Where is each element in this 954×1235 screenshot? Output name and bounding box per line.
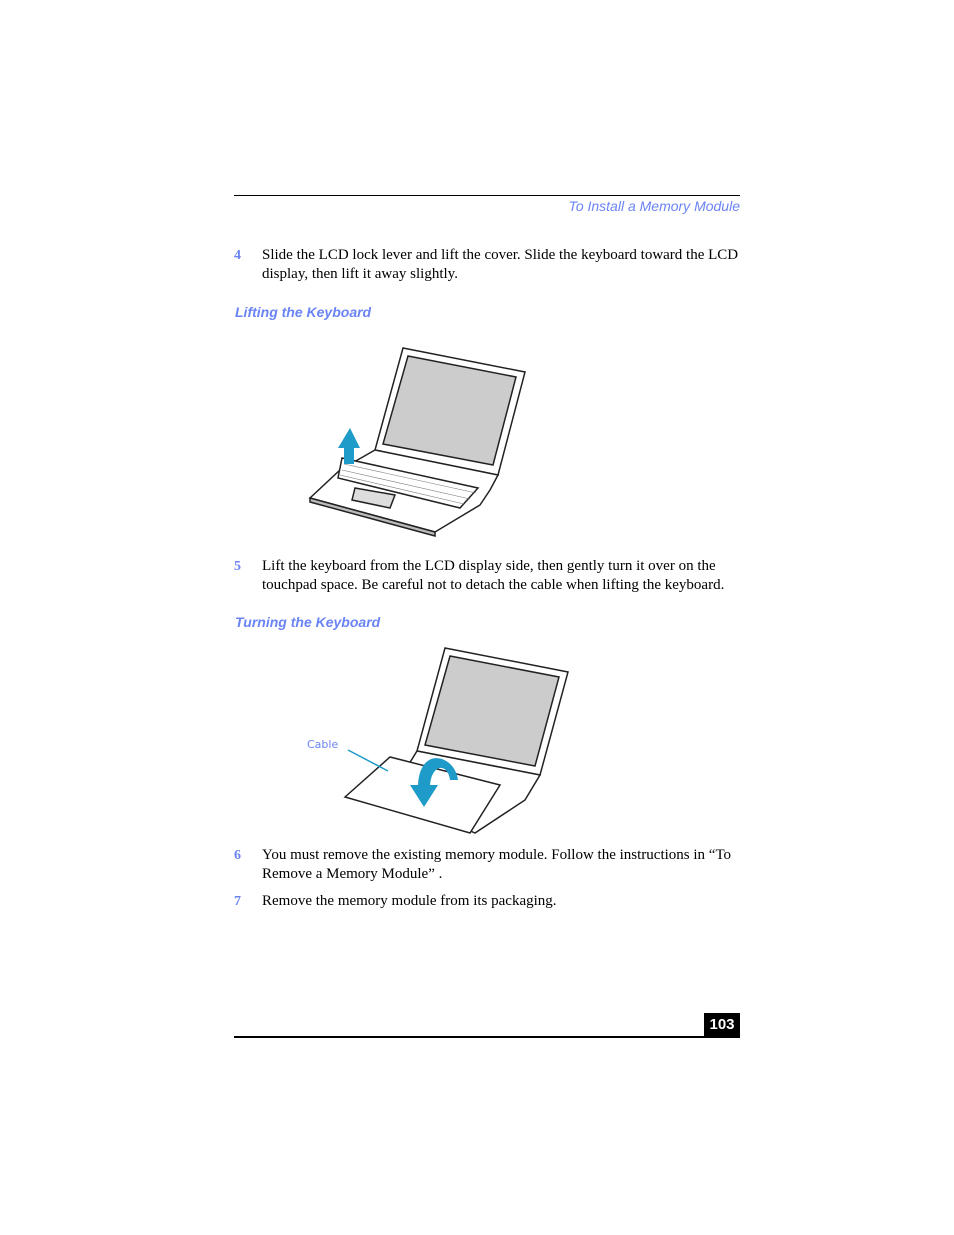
- step-number: 5: [234, 559, 241, 574]
- step-6: [234, 846, 744, 884]
- step-5: [234, 557, 744, 595]
- step-number: 4: [234, 248, 241, 263]
- footer-rule: [234, 1036, 740, 1038]
- cable-callout-line: [348, 750, 388, 771]
- step-7: [234, 892, 744, 911]
- cable-callout-label: Cable: [307, 738, 339, 751]
- step-number: 7: [234, 894, 241, 909]
- figure-caption-lifting: Lifting the Keyboard: [235, 304, 372, 320]
- step-text: Lift the keyboard from the LCD display side, then gently turn it over on the touchpad space. Be careful not to detach the cable when lifting the keyboard.: [262, 558, 725, 593]
- figure-caption-turning: Turning the Keyboard: [235, 614, 381, 630]
- step-number: 6: [234, 848, 241, 863]
- step-text: You must remove the existing memory module. Follow the instructions in “To Remove a Memory Module” .: [262, 847, 732, 882]
- page-number: 103: [704, 1013, 740, 1037]
- step-4: [234, 246, 744, 284]
- step-text: Slide the LCD lock lever and lift the cover. Slide the keyboard toward the LCD display, then lift it away slightly.: [262, 247, 739, 282]
- header-rule: [234, 195, 740, 196]
- lifting-keyboard-illustration: [300, 340, 540, 540]
- step-text: Remove the memory module from its packaging.: [262, 893, 557, 909]
- running-title: To Install a Memory Module: [568, 198, 740, 214]
- turning-keyboard-illustration: [340, 645, 575, 840]
